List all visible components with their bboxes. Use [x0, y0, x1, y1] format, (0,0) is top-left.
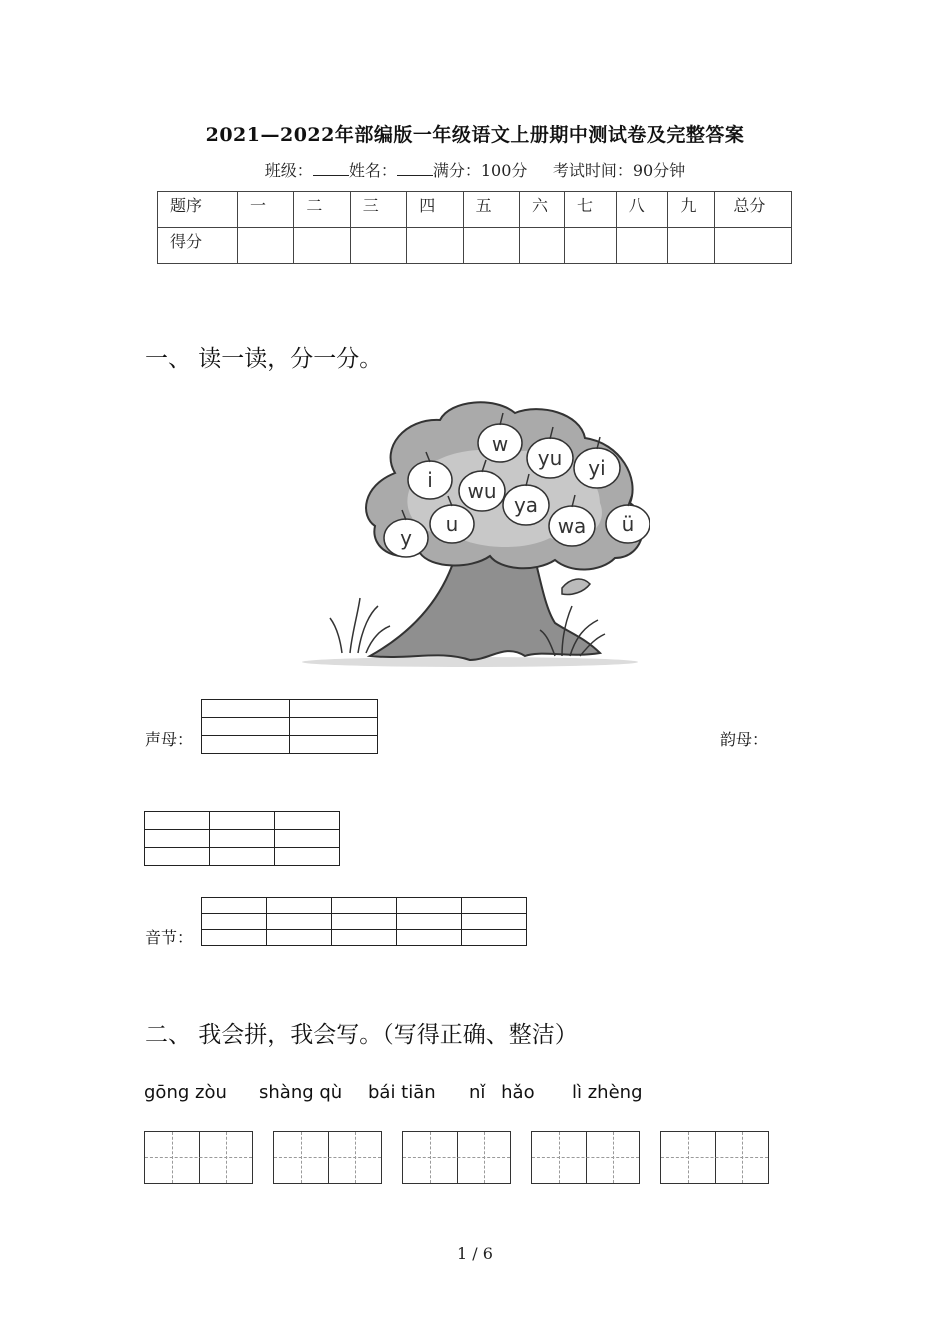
score-input-cell[interactable]	[294, 228, 350, 264]
score-table	[157, 191, 792, 264]
apple-label: u	[445, 512, 459, 536]
branch-stub	[562, 579, 590, 594]
yinjie-cell[interactable]	[202, 930, 267, 946]
shengmu-cell[interactable]	[290, 718, 378, 736]
yunmu-cell[interactable]	[145, 830, 210, 848]
apple-label: wa	[557, 514, 587, 538]
class-blank	[313, 163, 349, 176]
section1-heading: 一、 读一读，分一分。	[145, 346, 383, 372]
yunmu-cell[interactable]	[275, 812, 340, 830]
yunmu-cell[interactable]	[275, 848, 340, 866]
score-header-cell: 总分	[715, 192, 792, 228]
writing-box[interactable]	[144, 1131, 253, 1184]
yunmu-grid	[144, 811, 340, 866]
exam-meta	[0, 158, 950, 181]
yinjie-cell[interactable]	[332, 930, 397, 946]
score-input-cell[interactable]	[407, 228, 463, 264]
shengmu-cell[interactable]	[202, 736, 290, 754]
score-header-cell: 题序	[158, 192, 238, 228]
score-input-cell[interactable]	[616, 228, 668, 264]
shengmu-cell[interactable]	[202, 718, 290, 736]
yinjie-cell[interactable]	[462, 914, 527, 930]
score-header-cell: 一	[238, 192, 294, 228]
yunmu-cell[interactable]	[210, 830, 275, 848]
apple-label: ya	[513, 493, 539, 517]
score-header-cell: 二	[294, 192, 350, 228]
score-header-cell: 七	[565, 192, 617, 228]
full-score-label: 满分：100分	[432, 161, 528, 180]
writing-box[interactable]	[402, 1131, 511, 1184]
yunmu-cell[interactable]	[210, 848, 275, 866]
yinjie-cell[interactable]	[267, 898, 332, 914]
yinjie-label: 音节：	[145, 928, 194, 947]
writing-box[interactable]	[660, 1131, 769, 1184]
score-input-cell[interactable]	[519, 228, 564, 264]
shengmu-grid	[201, 699, 378, 754]
apple-label: yi	[588, 456, 606, 480]
page-number: 1 / 6	[457, 1244, 493, 1263]
shengmu-cell[interactable]	[290, 700, 378, 718]
yinjie-cell[interactable]	[462, 898, 527, 914]
yinjie-grid	[201, 897, 527, 946]
yinjie-cell[interactable]	[397, 930, 462, 946]
page-title: 2021—2022年部编版一年级语文上册期中测试卷及完整答案	[205, 124, 745, 146]
score-header-cell: 六	[519, 192, 564, 228]
pinyin-word: shàng qù	[259, 1082, 343, 1103]
yunmu-cell[interactable]	[145, 848, 210, 866]
shengmu-cell[interactable]	[202, 700, 290, 718]
score-input-cell[interactable]	[668, 228, 715, 264]
section2-heading: 二、 我会拼，我会写。（写得正确、整洁）	[145, 1022, 578, 1048]
yinjie-cell[interactable]	[332, 898, 397, 914]
score-header-cell: 八	[616, 192, 668, 228]
score-header-cell: 四	[407, 192, 463, 228]
writing-box[interactable]	[273, 1131, 382, 1184]
apple-label: w	[491, 432, 509, 456]
score-header-cell: 五	[463, 192, 519, 228]
score-row-label: 得分	[158, 228, 238, 264]
name-blank	[397, 163, 433, 176]
score-input-cell[interactable]	[463, 228, 519, 264]
yinjie-cell[interactable]	[397, 898, 462, 914]
apple-label: yu	[537, 446, 563, 470]
score-input-cell[interactable]	[238, 228, 294, 264]
yunmu-cell[interactable]	[145, 812, 210, 830]
apple-label: i	[427, 468, 433, 492]
score-input-cell[interactable]	[715, 228, 792, 264]
score-header-cell: 三	[350, 192, 406, 228]
yinjie-cell[interactable]	[267, 930, 332, 946]
class-label: 班级：	[264, 161, 313, 180]
shengmu-cell[interactable]	[290, 736, 378, 754]
apple-label: wu	[467, 479, 497, 503]
grass-left	[330, 598, 390, 653]
pinyin-word: bái tiān	[368, 1082, 436, 1103]
yunmu-cell[interactable]	[275, 830, 340, 848]
score-header-cell: 九	[668, 192, 715, 228]
exam-time-label: 考试时间：90分钟	[552, 161, 686, 180]
apple-tree-illustration	[300, 398, 650, 673]
apple-label: y	[400, 526, 412, 550]
score-input-cell[interactable]	[565, 228, 617, 264]
name-label: 姓名：	[348, 161, 397, 180]
writing-box[interactable]	[531, 1131, 640, 1184]
yunmu-label: 韵母：	[720, 730, 769, 749]
pinyin-word: gōng zòu	[144, 1082, 227, 1103]
pinyin-word: lì zhèng	[572, 1082, 643, 1103]
yinjie-cell[interactable]	[332, 914, 397, 930]
yunmu-cell[interactable]	[210, 812, 275, 830]
pinyin-word: nǐ hǎo	[469, 1082, 535, 1103]
yinjie-cell[interactable]	[462, 930, 527, 946]
score-header-row	[158, 192, 792, 228]
score-value-row	[158, 228, 792, 264]
yinjie-cell[interactable]	[202, 914, 267, 930]
score-input-cell[interactable]	[350, 228, 406, 264]
apple-label: ü	[621, 512, 635, 536]
shengmu-label: 声母：	[145, 730, 194, 749]
yinjie-cell[interactable]	[267, 914, 332, 930]
yinjie-cell[interactable]	[397, 914, 462, 930]
yinjie-cell[interactable]	[202, 898, 267, 914]
